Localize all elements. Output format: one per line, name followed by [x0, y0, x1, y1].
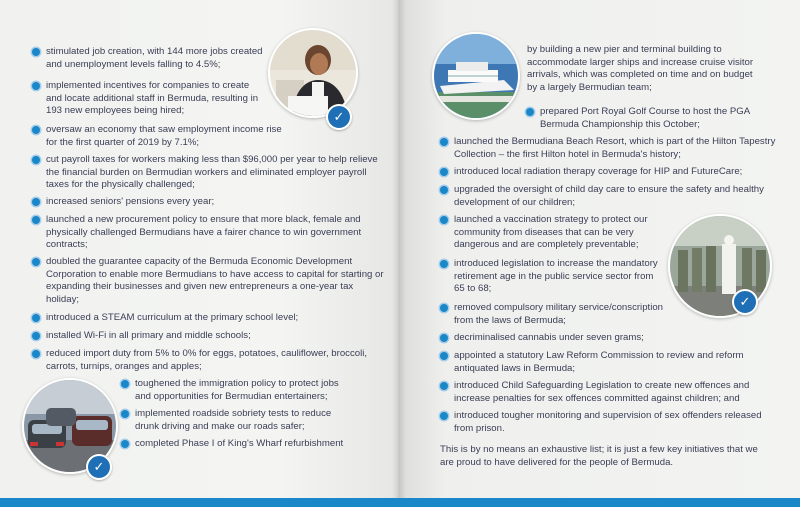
- list-item: toughened the immigration policy to protect jobs and opportunities for Bermudian entertainers;: [135, 378, 355, 403]
- bullet-dot-icon: [32, 332, 40, 340]
- bullet-dot-icon: [440, 260, 448, 268]
- bullet-dot-icon: [440, 334, 448, 342]
- bullet-dot-icon: [440, 382, 448, 390]
- bullet-dot-icon: [121, 410, 129, 418]
- checkmark-icon: ✓: [326, 104, 352, 130]
- bullet-dot-icon: [440, 168, 448, 176]
- bullet-dot-icon: [440, 186, 448, 194]
- bottom-accent-bar: [0, 498, 800, 507]
- office-worker-illustration: [270, 30, 356, 116]
- list-item: stimulated job creation, with 144 more jobs created and unemployment levels falling to 4.5%;: [46, 46, 268, 71]
- bullet-dot-icon: [32, 216, 40, 224]
- list-item: launched a vaccination strategy to protect our community from diseases that can be very dangerous and are completely preventable;: [454, 214, 669, 252]
- list-item: launched the Bermudiana Beach Resort, which is part of the Hilton Tapestry Collection – the first Hilton hotel in Bermuda's history;: [454, 136, 784, 161]
- bullet-dot-icon: [32, 82, 40, 90]
- list-item: introduced a STEAM curriculum at the primary school level;: [46, 312, 376, 325]
- list-item: upgraded the oversight of child day care to ensure the safety and healthy development of our children;: [454, 184, 779, 209]
- page-gutter: [392, 0, 406, 507]
- list-item: removed compulsory military service/conscription from the laws of Bermuda;: [454, 302, 684, 327]
- bullet-dot-icon: [526, 108, 534, 116]
- list-item: oversaw an economy that saw employment income rise for the first quarter of 2019 by 7.1%;: [46, 124, 286, 149]
- list-item: introduced Child Safeguarding Legislation to create new offences and increase penalties for sex offences committed against children; and: [454, 380, 774, 405]
- checkmark-icon: ✓: [86, 454, 112, 480]
- list-item: doubled the guarantee capacity of the Bermuda Economic Development Corporation to enable more Bermudians to have access to capital for starting or expanding their businesses and given new entrepreneurs a one-year tax holiday;: [46, 256, 386, 306]
- bullet-dot-icon: [440, 138, 448, 146]
- list-item: increased seniors' pensions every year;: [46, 196, 376, 209]
- list-item: introduced tougher monitoring and supervision of sex offenders released from prison.: [454, 410, 764, 435]
- list-item: by building a new pier and terminal building to accommodate larger ships and increase cruise visitor arrivals, which was completed on time and on budget by a largely Bermudian team;: [527, 44, 754, 93]
- checkmark-icon: ✓: [732, 289, 758, 315]
- bullet-dot-icon: [121, 380, 129, 388]
- list-item: launched a new procurement policy to ensure that more black, female and physically challenged Bermudians have a fairer chance to win government contracts;: [46, 214, 371, 252]
- bullet-dot-icon: [32, 198, 40, 206]
- bullet-dot-icon: [32, 48, 40, 56]
- list-item: cut payroll taxes for workers making less than $96,000 per year to help relieve the financial burden on Bermudian workers and eliminated employer payroll taxes for the physically challenged;: [46, 154, 381, 192]
- bullet-dot-icon: [32, 350, 40, 358]
- list-item: implemented roadside sobriety tests to reduce drunk driving and make our roads safer;: [135, 408, 335, 433]
- bullet-dot-icon: [32, 314, 40, 322]
- bullet-dot-icon: [440, 352, 448, 360]
- list-item: appointed a statutory Law Reform Commission to review and reform antiquated laws in Bermuda;: [454, 350, 754, 375]
- list-item: decriminalised cannabis under seven grams;: [454, 332, 774, 345]
- list-item: introduced local radiation therapy coverage for HIP and FutureCare;: [454, 166, 784, 179]
- list-item: introduced legislation to increase the mandatory retirement age in the public service sector from 65 to 68;: [454, 258, 659, 296]
- list-item: reduced import duty from 5% to 0% for eggs, potatoes, cauliflower, broccoli, carrots, turnips, oranges and apples;: [46, 348, 381, 373]
- list-item: implemented incentives for companies to create and locate additional staff in Bermuda, resulting in 193 new employees being hired;: [46, 80, 264, 118]
- bullet-dot-icon: [32, 258, 40, 266]
- bullet-dot-icon: [440, 412, 448, 420]
- list-item: prepared Port Royal Golf Course to host the PGA Bermuda Championship this October;: [540, 106, 755, 131]
- bullet-dot-icon: [121, 440, 129, 448]
- bullet-dot-icon: [32, 126, 40, 134]
- list-item: completed Phase I of King's Wharf refurbishment: [135, 438, 365, 451]
- bullet-dot-icon: [32, 156, 40, 164]
- bullet-dot-icon: [440, 216, 448, 224]
- cruise-ship-photo: [432, 32, 520, 120]
- bullet-dot-icon: [440, 304, 448, 312]
- closing-paragraph: This is by no means an exhaustive list; it is just a few key initiatives that we are proud to have delivered for the people of Bermuda.: [440, 444, 758, 468]
- cruise-ship-illustration: [434, 34, 518, 118]
- list-item: installed Wi-Fi in all primary and middle schools;: [46, 330, 376, 343]
